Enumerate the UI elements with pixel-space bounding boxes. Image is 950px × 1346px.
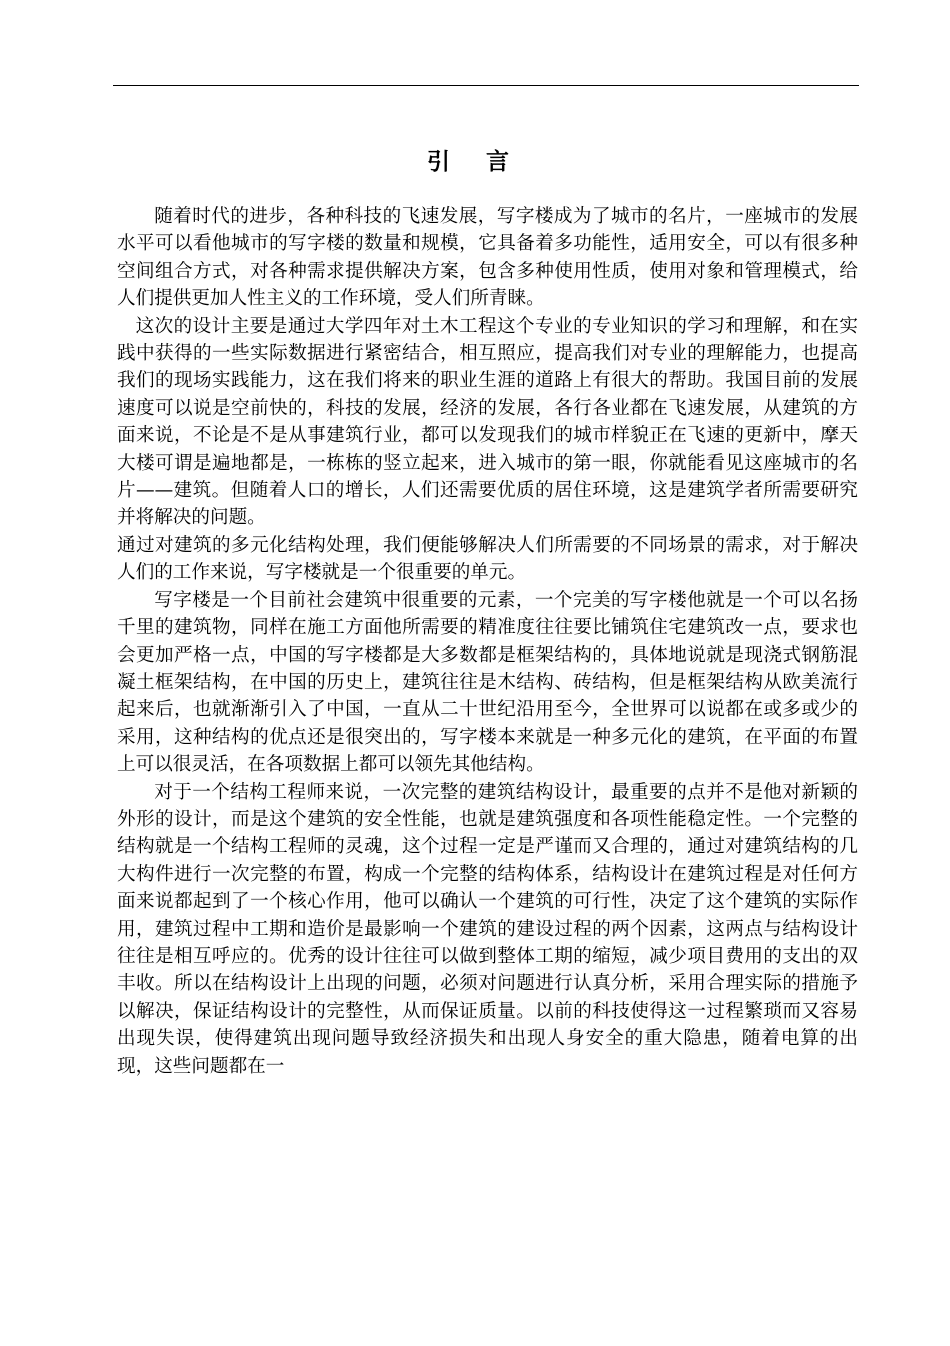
page-title: 引 言	[426, 149, 523, 175]
paragraph-1: 随着时代的进步，各种科技的飞速发展，写字楼成为了城市的名片，一座城市的发展水平可以看他城市的写字楼的数量和规模，它具备着多功能性，适用安全，可以有很多种空间组合方式，对各种需求提供解决方案，包含多种使用性质，使用对象和管理模式，给人们提供更加人性主义的工作环境，受人们所青睐。	[117, 206, 858, 310]
paragraph-2: 这次的设计主要是通过大学四年对土木工程这个专业的专业知识的学习和理解，和在实践中获得的一些实际数据进行紧密结合，相互照应，提高我们对专业的理解能力，也提高我们的现场实践能力，这在我们将来的职业生涯的道路上有很大的帮助。我国目前的发展速度可以说是空前快的，科技的发展，经济的发展，各行各业都在飞速发展，从建筑的方面来说，不论是不是从事建筑行业，都可以发现我们的城市样貌正在飞速的更新中，摩天大楼可谓是遍地都是，一栋栋的竖立起来，进入城市的第一眼，你就能看见这座城市的名片——建筑。但随着人口的增长，人们还需要优质的居住环境，这是建筑学者所需要研究并将解决的问题。	[117, 315, 858, 529]
paragraph-4: 写字楼是一个目前社会建筑中很重要的元素，一个完美的写字楼他就是一个可以名扬千里的建筑物，同样在施工方面他所需要的精准度往往要比铺筑住宅建筑改一点，要求也会更加严格一点，中国的写字楼都是大多数都是框架结构的，具体地说就是现浇式钢筋混凝土框架结构，在中国的历史上，建筑往往是木结构、砖结构，但是框架结构从欧美流行起来后，也就渐渐引入了中国，一直从二十世纪沿用至今，全世界可以说都在或多或少的采用，这种结构的优点还是很突出的，写字楼本来就是一种多元化的建筑，在平面的布置上可以很灵活，在各项数据上都可以领先其他结构。	[117, 589, 858, 776]
paragraph-3: 通过对建筑的多元化结构处理，我们便能够解决人们所需要的不同场景的需求，对于解决人们的工作来说，写字楼就是一个很重要的单元。	[117, 534, 858, 584]
body-text	[117, 203, 858, 1080]
paragraph-5: 对于一个结构工程师来说，一次完整的建筑结构设计，最重要的点并不是他对新颖的外形的设计，而是这个建筑的安全性能，也就是建筑强度和各项性能稳定性。一个完整的结构就是一个结构工程师的灵魂，这个过程一定是严谨而又合理的，通过对建筑结构的几大构件进行一次完整的布置，构成一个完整的结构体系，结构设计在建筑过程是对任何方面来说都起到了一个核心作用，他可以确认一个建筑的可行性，决定了这个建筑的实际作用，建筑过程中工期和造价是最影响一个建筑的建设过程的两个因素，这两点与结构设计往往是相互呼应的。优秀的设计往往可以做到整体工期的缩短，减少项目费用的支出的双丰收。所以在结构设计上出现的问题，必须对问题进行认真分析，采用合理实际的措施予以解决，保证结构设计的完整性，从而保证质量。以前的科技使得这一过程繁琐而又容易出现失误，使得建筑出现问题导致经济损失和出现人身安全的重大隐患，随着电算的出现，这些问题都在一	[117, 781, 858, 1077]
header-rule	[113, 85, 859, 86]
